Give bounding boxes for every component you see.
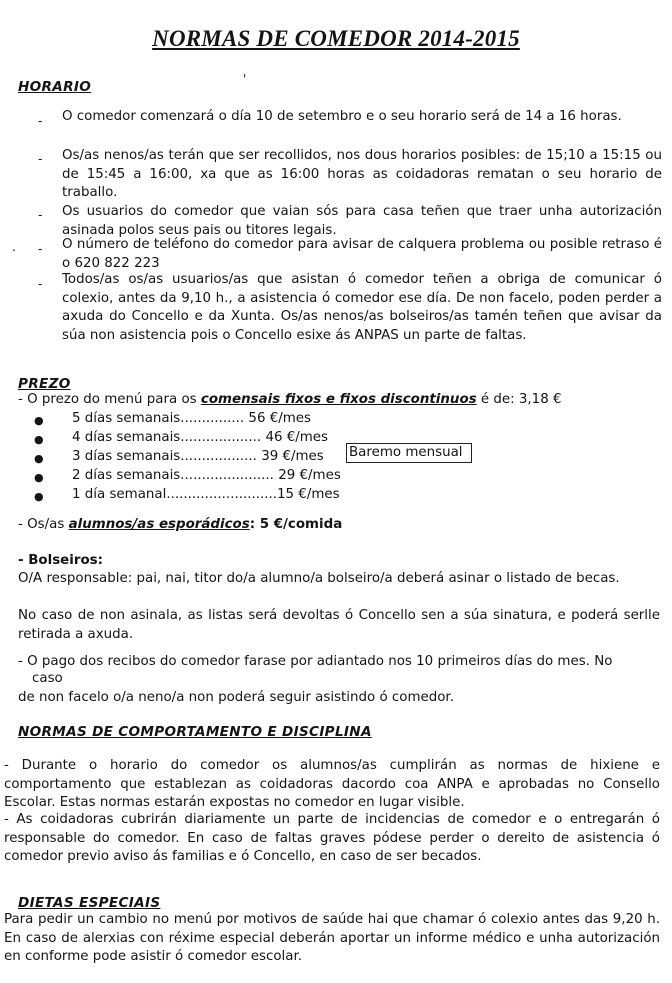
pago-line: caso xyxy=(32,671,63,686)
price-amount: 46 €/mes xyxy=(265,430,329,445)
dash-marker: - xyxy=(38,242,43,256)
dash-marker: - xyxy=(38,152,43,166)
baremo-box: Baremo mensual xyxy=(346,443,472,463)
page-title: NORMAS DE COMEDOR 2014-2015 xyxy=(152,26,520,51)
bullet-dot-icon: ● xyxy=(34,433,44,446)
price-row xyxy=(72,410,311,429)
bullet-dot-icon: ● xyxy=(34,414,44,427)
price-dots: ................... xyxy=(180,430,262,445)
price-row xyxy=(72,429,328,448)
bolseiros-paragraph: No caso de non asinala, as listas será devoltas ó Concello sen a súa sinatura, e poderá serlle retirada a axuda. xyxy=(18,608,660,642)
list-item: Todos/as os/as usuarios/as que asistan ó comedor teñen a obriga de comunicar ó colexio, antes da 9,10 h., a asistencia ó comedor ese día. De non facelo, poden perder a axuda do Concello e da Xunta. Os/as nenos/as bolseiros/as tamén teñen que avisar da súa non asistencia pois o Concello esixe ás ANPAS un parte de faltas. xyxy=(62,272,662,343)
normas-paragraph: - As coidadoras cubrirán diariamente un parte de incidencias de comedor e o entregarán ó responsable do comedor. En caso de faltas graves pódese perder o dereito de asistencia ó comedor previo aviso ás familias e ó Concello, en caso de ser becados. xyxy=(4,812,660,865)
esporadicos-end: : 5 €/comida xyxy=(249,517,343,532)
price-days: 4 días semanais xyxy=(72,430,181,445)
price-intro-start: - O prezo do menú para os xyxy=(18,392,197,407)
price-dots: ...................... xyxy=(180,468,274,483)
price-days: 3 días semanais xyxy=(72,449,181,464)
pago-line: - O pago dos recibos do comedor farase por adiantado nos 10 primeiros días do mes. No xyxy=(18,654,613,669)
list-item: Os/as nenos/as terán que ser recollidos, nos dous horarios posibles: de 15;10 a 15:15 ou de 15:45 a 16:00, xa que as 16:00 horas as coidadoras rematan o seu horario de traballo. xyxy=(62,148,662,201)
price-days: 1 día semanal xyxy=(72,487,167,502)
section-heading-prezo: PREZO xyxy=(18,376,71,392)
list-item: O número de teléfono do comedor para avisar de calquera problema ou posible retraso é o 620 822 223 xyxy=(62,237,662,271)
bullet-dot-icon: ● xyxy=(34,452,44,465)
bolseiros-paragraph: O/A responsable: pai, nai, titor do/a alumno/a bolseiro/a deberá asinar o listado de becas. xyxy=(18,571,620,586)
esporadicos-start: - Os/as xyxy=(18,517,65,532)
dash-marker: . xyxy=(12,240,16,254)
price-amount: 15 €/mes xyxy=(277,487,340,502)
dash-marker: - xyxy=(38,114,43,128)
dash-marker: - xyxy=(38,208,43,222)
price-dots: ............... xyxy=(180,411,245,426)
bullet-dot-icon: ● xyxy=(34,490,44,503)
price-row xyxy=(72,467,341,486)
section-heading-horario: HORARIO xyxy=(18,79,92,95)
bullet-dot-icon: ● xyxy=(34,471,44,484)
dietas-paragraph: Para pedir un cambio no menú por motivos de saúde hai que chamar ó colexio antes das 9,20 h. En caso de alerxias con réxime especial deberán aportar un informe médico e unha autorización en conforme pode asistir ó comedor escolar. xyxy=(4,912,660,965)
esporadicos-emphasis: alumnos/as esporádicos xyxy=(68,517,250,532)
price-intro-end: é de: 3,18 € xyxy=(480,392,562,407)
price-row xyxy=(72,486,340,505)
price-dots: .................. xyxy=(180,449,257,464)
price-amount: 29 €/mes xyxy=(278,468,341,483)
price-amount: 39 €/mes xyxy=(261,449,324,464)
list-item: O comedor comenzará o día 10 de setembro e o seu horario será de 14 a 16 horas. xyxy=(62,109,622,124)
pago-line: de non facelo o/a neno/a non poderá seguir asistindo ó comedor. xyxy=(18,690,454,705)
price-row xyxy=(72,448,324,467)
price-intro-emphasis: comensais fixos e fixos discontinuos xyxy=(200,392,477,407)
esporadicos-line xyxy=(18,516,342,535)
normas-paragraph: - Durante o horario do comedor os alumnos/as cumplirán as normas de hixiene e comportamento que establezan as coidadoras dacordo coa ANPA e aprobadas no Consello Escolar. Estas normas estarán expostas no comedor en lugar visible. xyxy=(4,758,660,811)
list-item: Os usuarios do comedor que vaian sós para casa teñen que traer unha autorización asinada polos seus pais ou titores legais. xyxy=(62,204,662,238)
price-days: 2 días semanais xyxy=(72,468,181,483)
bolseiros-heading: - Bolseiros: xyxy=(18,553,103,568)
dash-marker: - xyxy=(38,277,43,291)
price-days: 5 días semanais xyxy=(72,411,181,426)
price-intro xyxy=(18,391,562,410)
section-heading-dietas: DIETAS ESPECIAIS xyxy=(18,895,161,911)
speck-mark: ' xyxy=(243,72,247,86)
price-dots: .......................... xyxy=(166,487,278,502)
price-amount: 56 €/mes xyxy=(248,411,312,426)
section-heading-normas: NORMAS DE COMPORTAMENTO E DISCIPLINA xyxy=(18,724,372,740)
